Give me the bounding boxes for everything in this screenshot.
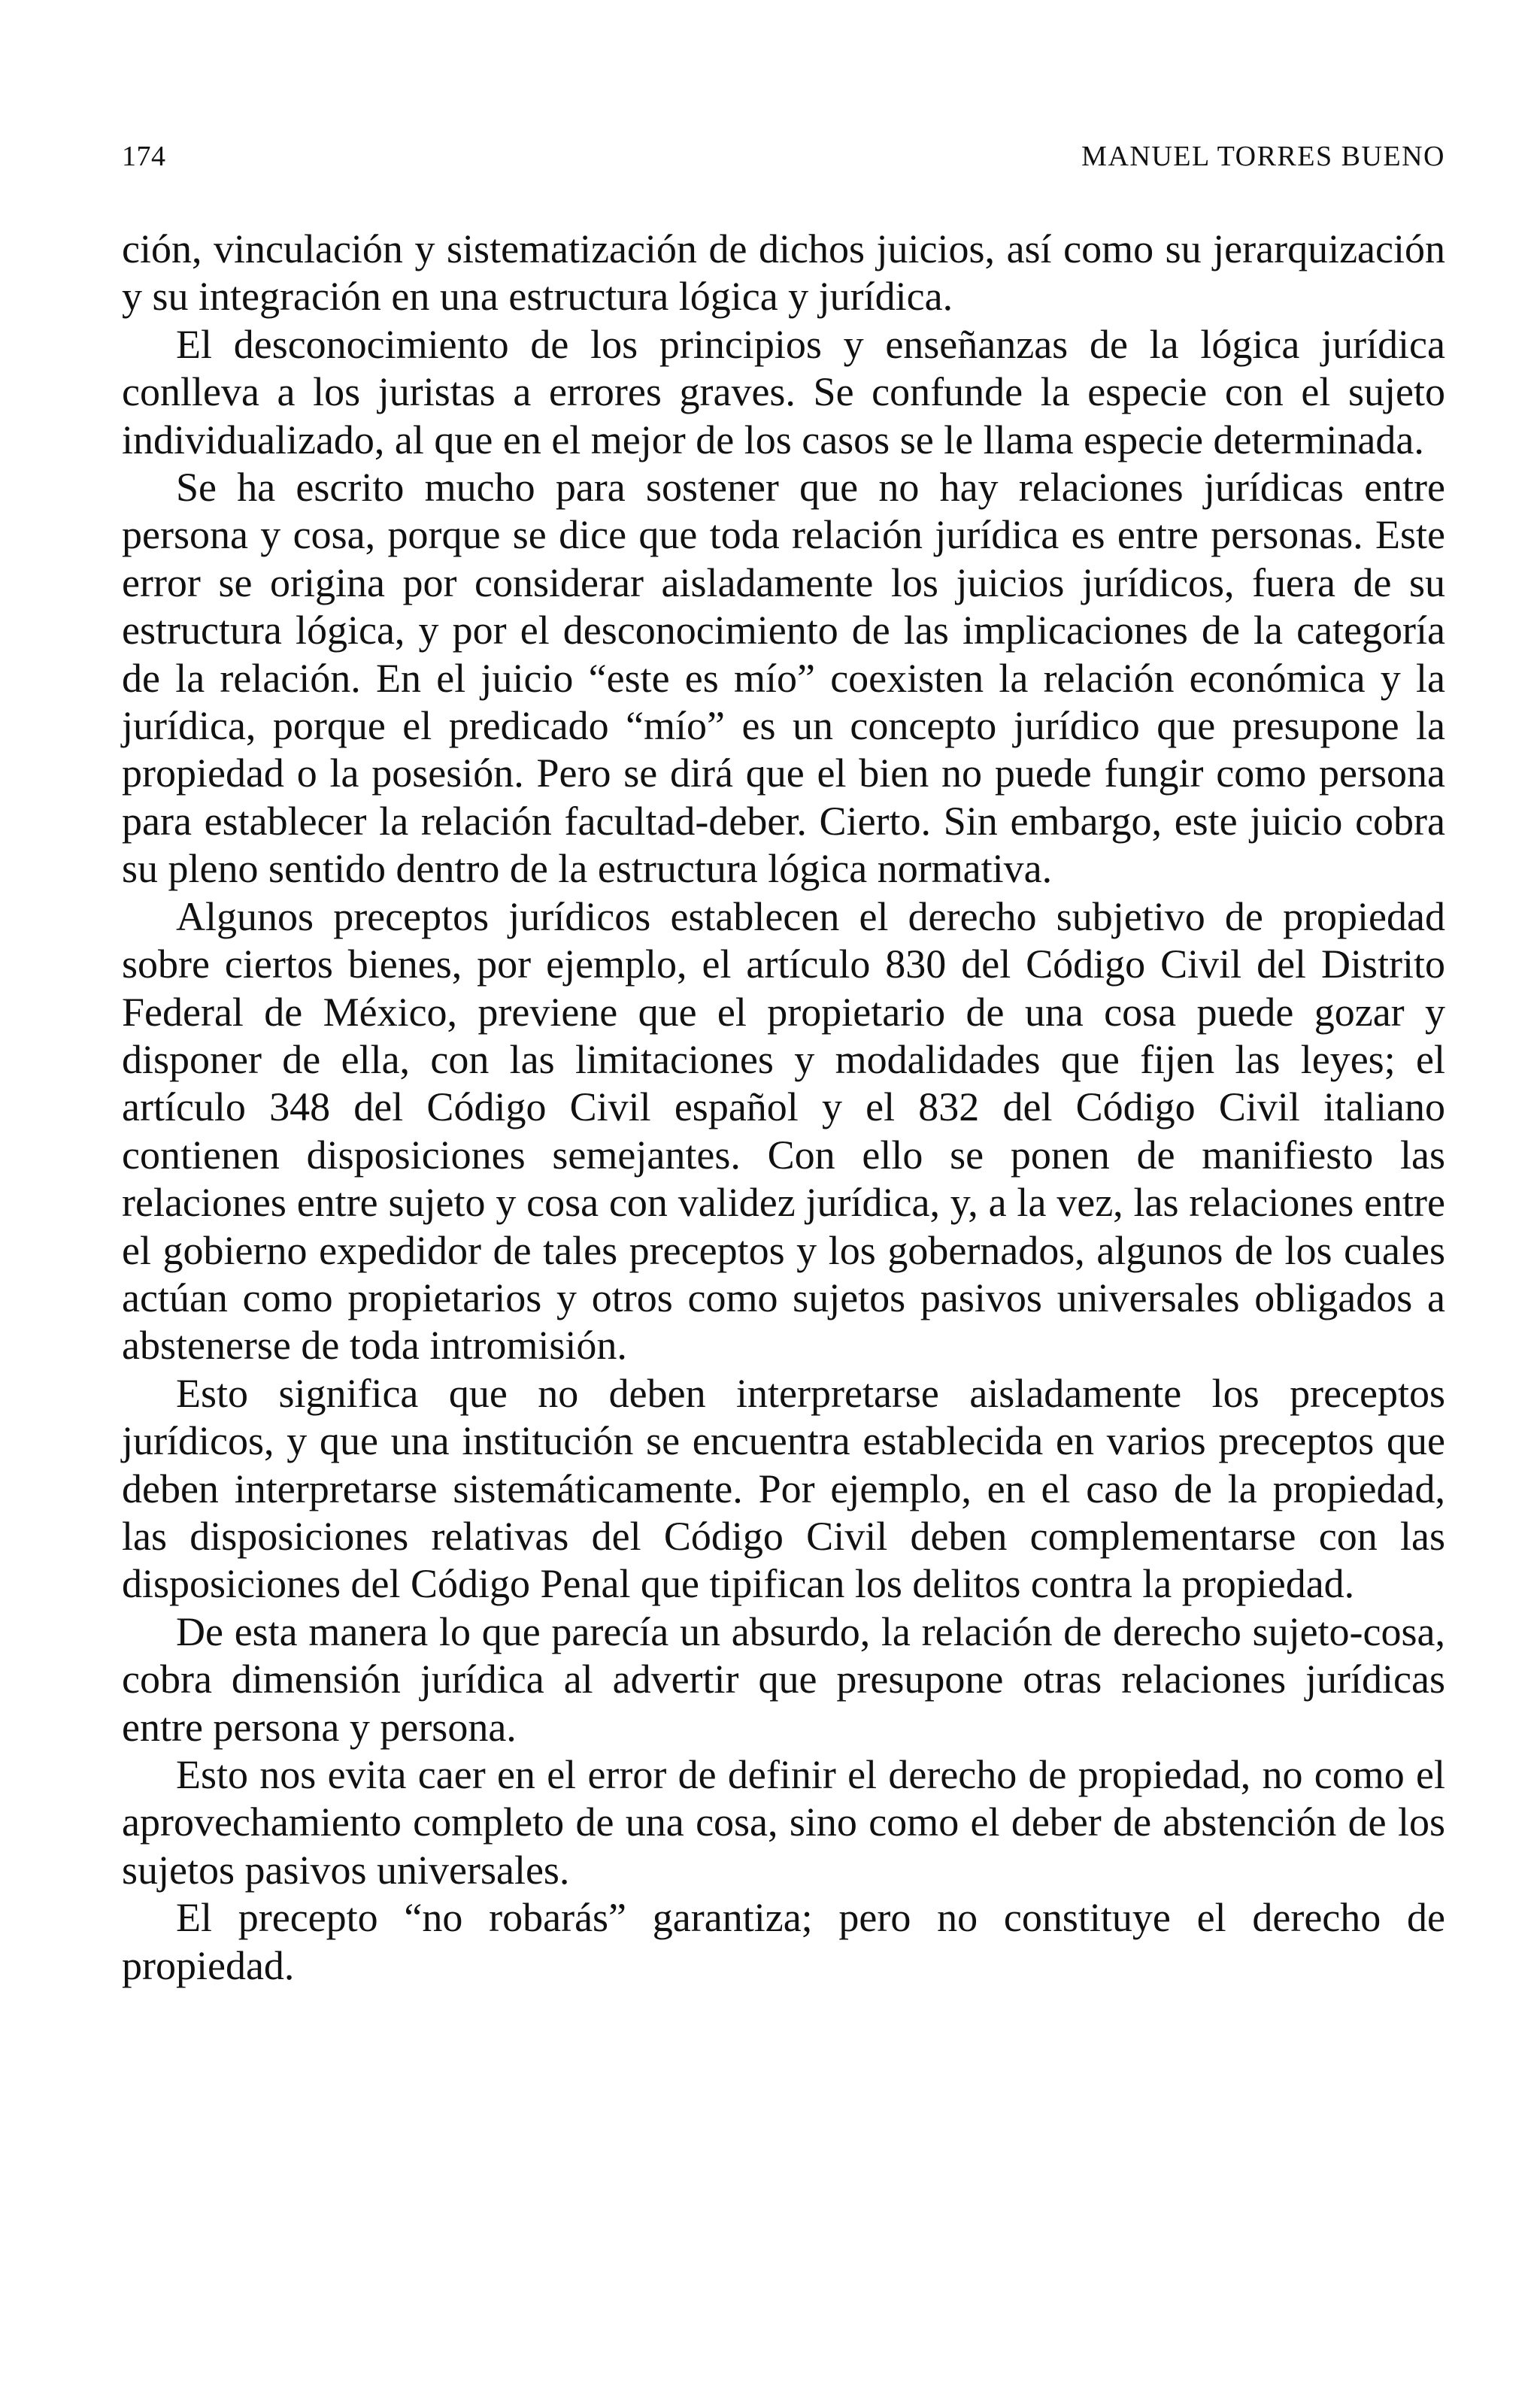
paragraph: Esto significa que no deben interpretarse aisladamente los preceptos jurídicos, y que una institución se encuentra establecida en varios preceptos que deben interpretarse sistemáticamente. Por ejemplo, en el caso de la propiedad, las disposiciones relativas del Código Civil deben complementarse con las disposiciones del Código Penal que tipifican los delitos contra la propiedad. xyxy=(122,1370,1445,1607)
paragraph: De esta manera lo que parecía un absurdo, la relación de derecho sujeto-cosa, cobra dimensión jurídica al advertir que presupone otras relaciones jurídicas entre persona y persona. xyxy=(122,1608,1445,1750)
paragraph: El desconocimiento de los principios y enseñanzas de la lógica jurídica conlleva a los juristas a errores graves. Se confunde la especie con el sujeto individualizado, al que en el mejor de los casos se le llama especie determinada. xyxy=(122,321,1445,462)
paragraph: Algunos preceptos jurídicos establecen el derecho subjetivo de propiedad sobre ciertos bienes, por ejemplo, el artículo 830 del Código Civil del Distrito Federal de México, previene que el propietario de una cosa puede gozar y disponer de ella, con las limitaciones y modalidades que fijen las leyes; el artículo 348 del Código Civil español y el 832 del Código Civil italiano contienen disposiciones semejantes. Con ello se ponen de manifiesto las relaciones entre sujeto y cosa con validez jurídica, y, a la vez, las relaciones entre el gobierno expedidor de tales preceptos y los gobernados, algunos de los cuales actúan como propietarios y otros como sujetos pasivos universales obligados a abstenerse de toda intromisión. xyxy=(122,893,1445,1369)
running-head: MANUEL TORRES BUENO xyxy=(1081,141,1445,172)
paragraph: Se ha escrito mucho para sostener que no hay relaciones jurídicas entre persona y cosa, porque se dice que toda relación jurídica es entre personas. Este error se origina por considerar aisladamente los juicios jurídicos, fuera de su estructura lógica, y por el desconocimiento de las implicaciones de la categoría de la relación. En el juicio “este es mío” coexisten la relación económica y la jurídica, porque el predicado “mío” es un concepto jurídico que presupone la propiedad o la posesión. Pero se dirá que el bien no puede fungir como persona para establecer la relación facultad-deber. Cierto. Sin embargo, este juicio cobra su pleno sentido dentro de la estructura lógica normativa. xyxy=(122,465,1445,892)
paragraph-continuation: ción, vinculación y sistematización de dichos juicios, así como su jerarquización y su integración en una estructura lógica y jurídica. xyxy=(122,226,1445,320)
paragraph: El precepto “no robarás” garantiza; pero no constituye el derecho de propiedad. xyxy=(122,1895,1445,1988)
page-header xyxy=(122,134,1445,179)
paragraph: Esto nos evita caer en el error de definir el derecho de propiedad, no como el aprovechamiento completo de una cosa, sino como el deber de abstención de los sujetos pasivos universales. xyxy=(122,1752,1445,1893)
page-number: 174 xyxy=(122,141,166,172)
body-text xyxy=(122,226,1445,1990)
